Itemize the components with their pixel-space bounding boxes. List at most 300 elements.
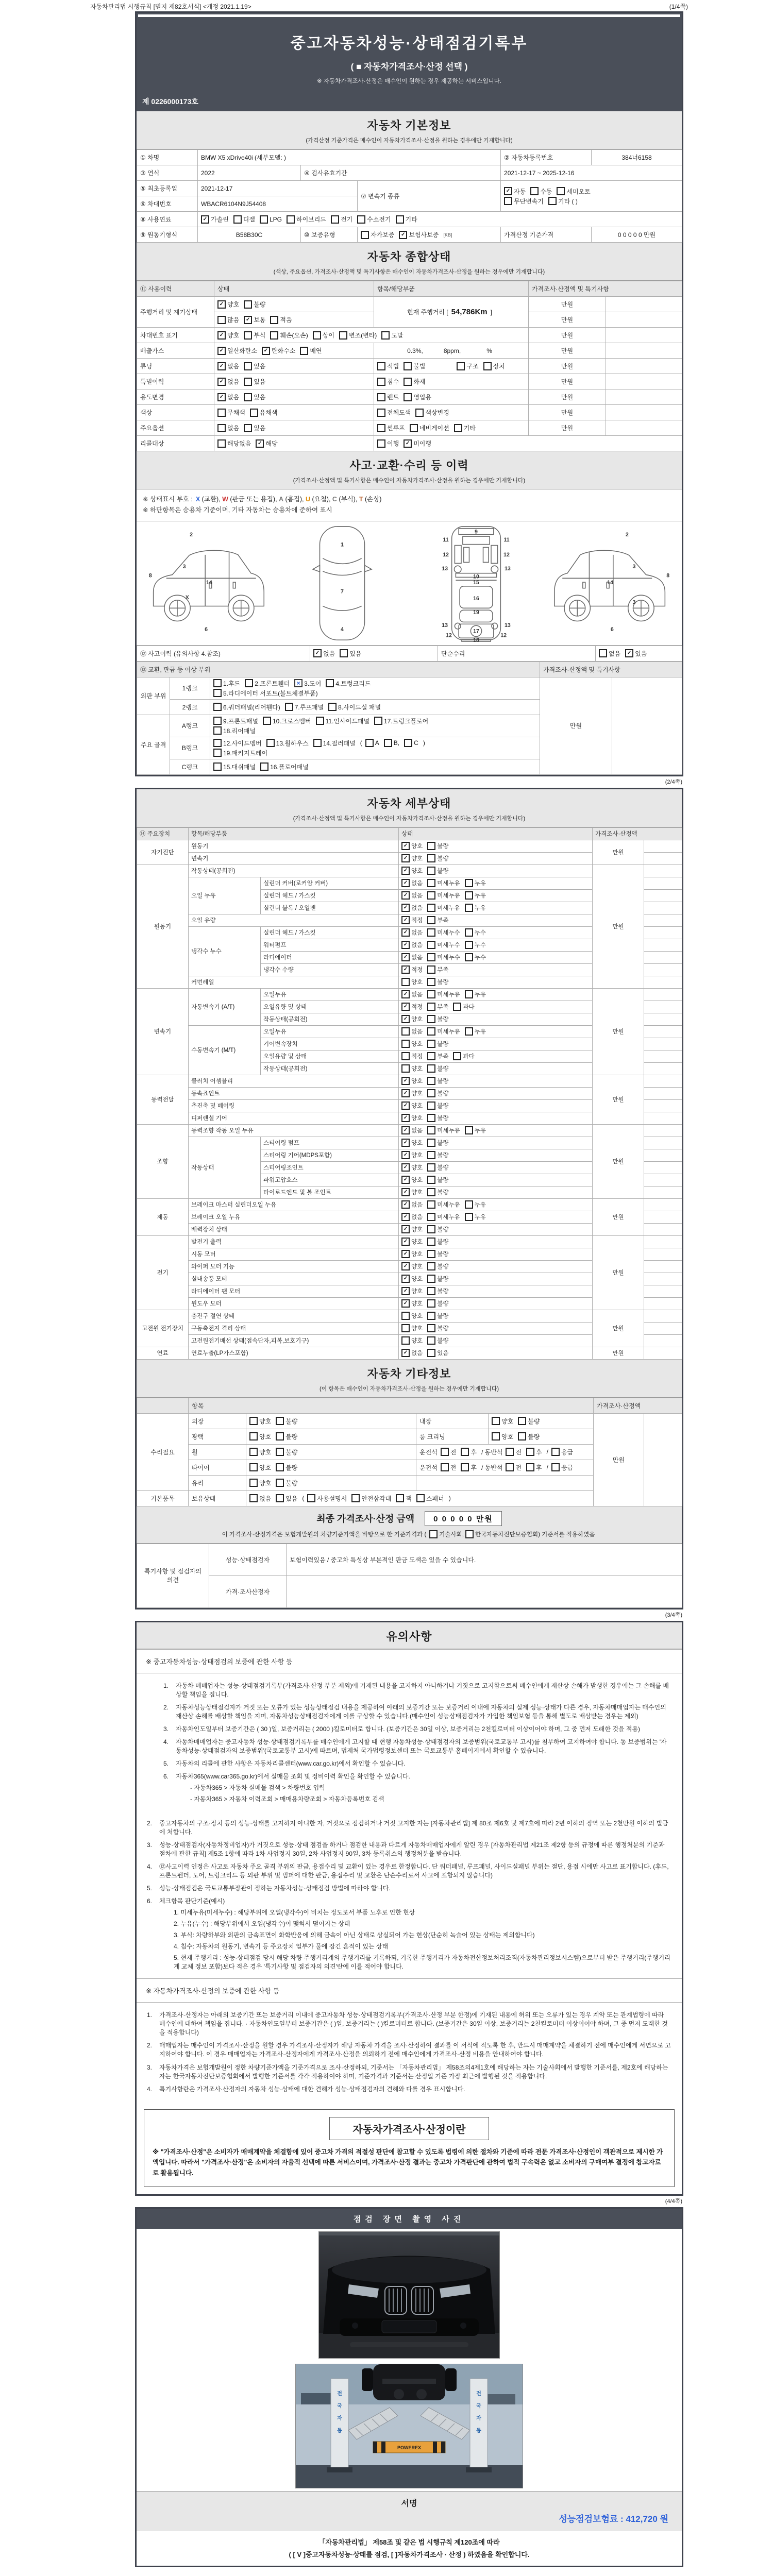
checkbox[interactable]: [427, 1299, 435, 1308]
checkbox-option[interactable]: [625, 649, 647, 658]
checkbox[interactable]: [427, 978, 435, 986]
checkbox-option[interactable]: [244, 377, 265, 386]
checkbox[interactable]: [401, 1225, 410, 1233]
checkbox[interactable]: [401, 854, 410, 862]
checkbox[interactable]: [427, 928, 435, 937]
checkbox[interactable]: [427, 1336, 435, 1345]
checkbox[interactable]: [340, 649, 348, 657]
checkbox-option[interactable]: [427, 1077, 448, 1085]
checkbox[interactable]: [461, 1463, 469, 1471]
checkbox-option[interactable]: [465, 928, 486, 937]
checkbox[interactable]: [427, 1238, 435, 1246]
checkbox[interactable]: [377, 409, 385, 417]
checkbox-option[interactable]: [249, 1479, 271, 1487]
checkbox-option[interactable]: [339, 331, 377, 340]
checkbox-option[interactable]: [404, 362, 425, 370]
checkbox[interactable]: [213, 749, 222, 757]
checkbox[interactable]: [217, 424, 226, 432]
checkbox[interactable]: [401, 1238, 410, 1246]
checkbox[interactable]: [530, 187, 539, 195]
checkbox-option[interactable]: [287, 215, 326, 224]
checkbox-option[interactable]: [270, 331, 308, 340]
checkbox[interactable]: [270, 331, 278, 340]
checkbox[interactable]: [201, 215, 209, 224]
checkbox[interactable]: [276, 1417, 284, 1425]
checkbox-option[interactable]: [526, 1463, 542, 1472]
checkbox-option[interactable]: [427, 1225, 448, 1233]
checkbox-option[interactable]: [492, 1417, 513, 1426]
checkbox[interactable]: [427, 1114, 435, 1122]
checkbox[interactable]: [427, 953, 435, 961]
checkbox-option[interactable]: [427, 928, 460, 937]
checkbox[interactable]: [401, 891, 410, 900]
checkbox[interactable]: [401, 978, 410, 986]
checkbox-option[interactable]: [427, 1262, 448, 1270]
checkbox[interactable]: [217, 362, 226, 370]
checkbox-option[interactable]: [404, 439, 431, 448]
checkbox-option[interactable]: [266, 739, 309, 748]
checkbox-option[interactable]: [263, 717, 311, 725]
checkbox[interactable]: [377, 378, 385, 386]
checkbox-option[interactable]: [401, 953, 423, 961]
checkbox[interactable]: [427, 1027, 435, 1036]
checkbox[interactable]: [401, 1188, 410, 1196]
checkbox-option[interactable]: [233, 215, 255, 224]
checkbox[interactable]: [213, 679, 222, 687]
checkbox[interactable]: [361, 231, 369, 239]
checkbox-option[interactable]: [307, 1494, 347, 1503]
checkbox[interactable]: [249, 1448, 258, 1456]
checkbox-option[interactable]: [340, 649, 361, 658]
checkbox[interactable]: [244, 378, 252, 386]
checkbox[interactable]: [465, 1200, 473, 1209]
checkbox[interactable]: [287, 215, 295, 224]
checkbox[interactable]: [401, 867, 410, 875]
checkbox-option[interactable]: [453, 1003, 474, 1011]
checkbox[interactable]: [401, 1324, 410, 1332]
checkbox[interactable]: [244, 316, 252, 324]
checkbox-option[interactable]: [401, 990, 423, 998]
checkbox-option[interactable]: [401, 916, 423, 924]
checkbox-option[interactable]: [427, 916, 448, 924]
checkbox[interactable]: [401, 990, 410, 998]
checkbox[interactable]: [401, 1262, 410, 1270]
checkbox[interactable]: [465, 904, 473, 912]
checkbox-option[interactable]: [401, 1089, 423, 1097]
checkbox-option[interactable]: [401, 867, 423, 875]
checkbox-option[interactable]: [461, 1448, 477, 1456]
checkbox[interactable]: [551, 1448, 560, 1456]
checkbox[interactable]: [313, 331, 321, 340]
checkbox[interactable]: [526, 1448, 534, 1456]
checkbox-option[interactable]: [526, 1448, 542, 1456]
checkbox[interactable]: [245, 679, 253, 687]
checkbox[interactable]: [427, 1052, 435, 1060]
checkbox[interactable]: [427, 1262, 435, 1270]
checkbox-option[interactable]: [427, 1200, 460, 1209]
checkbox-option[interactable]: [260, 215, 282, 224]
checkbox[interactable]: [401, 1015, 410, 1023]
checkbox[interactable]: [465, 1126, 473, 1134]
checkbox[interactable]: [365, 739, 374, 747]
checkbox[interactable]: [401, 1114, 410, 1122]
checkbox-option[interactable]: [396, 1494, 412, 1503]
checkbox-option[interactable]: [401, 1324, 423, 1332]
checkbox[interactable]: [427, 891, 435, 900]
checkbox[interactable]: [374, 717, 382, 725]
checkbox-option[interactable]: [427, 1089, 448, 1097]
checkbox-option[interactable]: [506, 1463, 522, 1472]
checkbox-option[interactable]: [465, 953, 486, 961]
checkbox-option[interactable]: [401, 842, 423, 850]
checkbox[interactable]: [453, 1052, 461, 1060]
checkbox[interactable]: [260, 215, 268, 224]
checkbox[interactable]: [313, 649, 322, 657]
checkbox-option[interactable]: [401, 928, 423, 937]
checkbox-option[interactable]: [506, 1448, 522, 1456]
checkbox-option[interactable]: [427, 1238, 448, 1246]
checkbox[interactable]: [401, 1163, 410, 1172]
checkbox-option[interactable]: [410, 423, 449, 432]
checkbox[interactable]: [401, 1287, 410, 1295]
checkbox[interactable]: [429, 1530, 438, 1538]
checkbox-option[interactable]: [401, 1176, 423, 1184]
checkbox-option[interactable]: [213, 726, 256, 735]
checkbox[interactable]: [285, 703, 293, 711]
checkbox[interactable]: [217, 409, 226, 417]
checkbox-option[interactable]: [427, 1139, 448, 1147]
checkbox-option[interactable]: [244, 315, 265, 324]
checkbox-option[interactable]: [401, 1200, 423, 1209]
checkbox[interactable]: [213, 703, 222, 711]
checkbox-option[interactable]: [465, 1200, 486, 1209]
checkbox-option[interactable]: [213, 762, 256, 771]
checkbox-option[interactable]: [244, 393, 265, 401]
checkbox-option[interactable]: [504, 197, 544, 206]
checkbox[interactable]: [465, 953, 473, 961]
checkbox[interactable]: [427, 1003, 435, 1011]
checkbox[interactable]: [213, 689, 222, 697]
checkbox[interactable]: [244, 362, 252, 370]
checkbox-option[interactable]: [377, 439, 399, 448]
checkbox-option[interactable]: [377, 393, 399, 401]
checkbox-option[interactable]: [427, 965, 448, 974]
checkbox[interactable]: [427, 842, 435, 850]
checkbox-option[interactable]: [401, 1287, 423, 1295]
checkbox-option[interactable]: [401, 1126, 423, 1134]
checkbox-option[interactable]: [401, 1188, 423, 1196]
checkbox[interactable]: [427, 1312, 435, 1320]
checkbox-option[interactable]: [401, 1213, 423, 1221]
checkbox[interactable]: [506, 1463, 514, 1471]
checkbox-option[interactable]: [361, 230, 394, 239]
checkbox[interactable]: [401, 1003, 410, 1011]
checkbox-option[interactable]: [427, 867, 448, 875]
checkbox-option[interactable]: [244, 423, 265, 432]
checkbox-option[interactable]: [427, 842, 448, 850]
checkbox-option[interactable]: [427, 1287, 448, 1295]
checkbox-option[interactable]: [401, 1225, 423, 1233]
checkbox[interactable]: [427, 1275, 435, 1283]
checkbox-option[interactable]: [401, 1349, 423, 1357]
checkbox-option[interactable]: [427, 891, 460, 900]
checkbox[interactable]: [401, 916, 410, 924]
checkbox-option[interactable]: [427, 879, 460, 887]
checkbox-option[interactable]: [427, 1027, 460, 1036]
checkbox[interactable]: [401, 941, 410, 949]
checkbox-option[interactable]: [276, 1448, 297, 1456]
checkbox-option[interactable]: [217, 423, 239, 432]
checkbox-option[interactable]: [249, 1494, 271, 1503]
checkbox[interactable]: [401, 953, 410, 961]
checkbox-option[interactable]: [441, 1463, 457, 1472]
checkbox[interactable]: [427, 1089, 435, 1097]
checkbox[interactable]: [427, 867, 435, 875]
checkbox-option[interactable]: [217, 439, 251, 448]
checkbox[interactable]: [427, 965, 435, 974]
checkbox[interactable]: [384, 739, 392, 747]
checkbox[interactable]: [213, 717, 222, 725]
checkbox-option[interactable]: [217, 315, 239, 324]
checkbox[interactable]: [401, 1139, 410, 1147]
checkbox-option[interactable]: [427, 1052, 448, 1060]
checkbox-option[interactable]: [313, 739, 356, 748]
checkbox-option[interactable]: [401, 904, 423, 912]
checkbox-option[interactable]: [427, 1336, 448, 1345]
checkbox[interactable]: [401, 1052, 410, 1060]
checkbox-option[interactable]: [401, 941, 423, 949]
checkbox[interactable]: [526, 1463, 534, 1471]
checkbox[interactable]: [401, 1077, 410, 1085]
checkbox-option[interactable]: [401, 1163, 423, 1172]
checkbox[interactable]: [217, 439, 226, 448]
checkbox-option[interactable]: [427, 1349, 448, 1357]
checkbox[interactable]: [427, 1151, 435, 1159]
checkbox-option[interactable]: [427, 1151, 448, 1159]
checkbox-option[interactable]: [401, 1003, 423, 1011]
checkbox-option[interactable]: [404, 739, 418, 747]
checkbox[interactable]: [377, 439, 385, 448]
checkbox-option[interactable]: [276, 1432, 297, 1441]
checkbox-option[interactable]: [427, 1312, 448, 1320]
checkbox-option[interactable]: [427, 904, 460, 912]
checkbox-option[interactable]: [313, 649, 335, 658]
checkbox-option[interactable]: [429, 1530, 464, 1538]
checkbox-option[interactable]: [328, 703, 381, 711]
checkbox-option[interactable]: [276, 1417, 297, 1426]
checkbox[interactable]: [276, 1432, 284, 1440]
checkbox[interactable]: [427, 1101, 435, 1110]
checkbox-option[interactable]: [492, 1432, 513, 1441]
checkbox-option[interactable]: [530, 187, 552, 196]
checkbox-option[interactable]: [465, 1027, 486, 1036]
checkbox[interactable]: [457, 362, 465, 370]
checkbox-option[interactable]: [249, 1417, 271, 1426]
checkbox[interactable]: [401, 965, 410, 974]
checkbox[interactable]: [249, 1463, 258, 1471]
checkbox[interactable]: [217, 316, 226, 324]
checkbox[interactable]: [416, 1494, 425, 1502]
checkbox-option[interactable]: [365, 739, 379, 747]
checkbox-option[interactable]: [465, 990, 486, 998]
checkbox[interactable]: [313, 739, 322, 747]
checkbox[interactable]: [276, 1448, 284, 1456]
checkbox-option[interactable]: [427, 941, 460, 949]
checkbox-option[interactable]: [427, 1126, 460, 1134]
checkbox[interactable]: [307, 1494, 315, 1502]
checkbox[interactable]: [492, 1432, 500, 1440]
checkbox-option[interactable]: [416, 1494, 444, 1503]
checkbox-option[interactable]: [518, 1432, 540, 1441]
checkbox-option[interactable]: [213, 703, 280, 711]
checkbox[interactable]: [427, 1126, 435, 1134]
checkbox-option[interactable]: [453, 1052, 474, 1060]
checkbox-option[interactable]: [427, 1040, 448, 1048]
checkbox-option[interactable]: [213, 679, 240, 688]
checkbox-option[interactable]: [217, 377, 239, 386]
checkbox[interactable]: [249, 1432, 258, 1440]
checkbox-option[interactable]: [285, 703, 324, 711]
checkbox[interactable]: [244, 424, 252, 432]
checkbox-option[interactable]: [427, 1114, 448, 1122]
checkbox-option[interactable]: [217, 331, 239, 340]
checkbox-option[interactable]: [427, 1213, 460, 1221]
checkbox[interactable]: [504, 187, 512, 195]
checkbox-option[interactable]: [427, 854, 448, 862]
checkbox-option[interactable]: [401, 1139, 423, 1147]
checkbox[interactable]: [427, 1163, 435, 1172]
checkbox[interactable]: [453, 1003, 461, 1011]
checkbox[interactable]: [244, 331, 252, 340]
checkbox[interactable]: [399, 231, 407, 239]
checkbox[interactable]: [465, 941, 473, 949]
checkbox-option[interactable]: [404, 393, 431, 401]
checkbox-option[interactable]: [357, 215, 391, 224]
checkbox[interactable]: [404, 393, 412, 401]
checkbox[interactable]: [551, 1463, 560, 1471]
checkbox[interactable]: [294, 679, 303, 687]
checkbox[interactable]: [504, 197, 512, 205]
checkbox[interactable]: [351, 1494, 360, 1502]
checkbox-option[interactable]: [518, 1417, 540, 1426]
checkbox[interactable]: [401, 1200, 410, 1209]
checkbox-option[interactable]: [465, 904, 486, 912]
checkbox[interactable]: [454, 424, 462, 432]
checkbox[interactable]: [427, 916, 435, 924]
checkbox[interactable]: [427, 1349, 435, 1357]
checkbox[interactable]: [260, 762, 268, 771]
checkbox-option[interactable]: [276, 1463, 297, 1472]
checkbox[interactable]: [328, 703, 337, 711]
checkbox-option[interactable]: [599, 649, 620, 658]
checkbox[interactable]: [401, 1126, 410, 1134]
checkbox[interactable]: [263, 717, 271, 725]
checkbox-option[interactable]: [427, 1324, 448, 1332]
checkbox[interactable]: [427, 879, 435, 887]
checkbox-option[interactable]: [401, 1275, 423, 1283]
checkbox-option[interactable]: [262, 346, 295, 355]
checkbox-option[interactable]: [401, 1299, 423, 1308]
checkbox-option[interactable]: [256, 439, 277, 448]
checkbox[interactable]: [465, 1027, 473, 1036]
checkbox[interactable]: [357, 215, 365, 224]
checkbox[interactable]: [276, 1479, 284, 1487]
checkbox[interactable]: [427, 1213, 435, 1221]
checkbox-option[interactable]: [351, 1494, 391, 1503]
checkbox-option[interactable]: [401, 1312, 423, 1320]
checkbox-option[interactable]: [548, 197, 578, 206]
checkbox[interactable]: [404, 362, 412, 370]
checkbox[interactable]: [276, 1494, 284, 1502]
checkbox[interactable]: [316, 717, 324, 725]
checkbox[interactable]: [401, 1064, 410, 1073]
checkbox-option[interactable]: [401, 1151, 423, 1159]
checkbox-option[interactable]: [399, 230, 439, 239]
checkbox[interactable]: [244, 300, 252, 309]
checkbox-option[interactable]: [245, 679, 290, 688]
checkbox[interactable]: [377, 393, 385, 401]
checkbox[interactable]: [465, 879, 473, 887]
checkbox[interactable]: [266, 739, 275, 747]
checkbox[interactable]: [518, 1417, 526, 1425]
checkbox-option[interactable]: [401, 854, 423, 862]
checkbox-option[interactable]: [465, 879, 486, 887]
checkbox[interactable]: [233, 215, 242, 224]
checkbox-option[interactable]: [401, 1114, 423, 1122]
checkbox[interactable]: [404, 378, 412, 386]
checkbox[interactable]: [270, 316, 278, 324]
checkbox[interactable]: [404, 739, 412, 747]
checkbox-option[interactable]: [396, 215, 417, 224]
checkbox-option[interactable]: [300, 346, 322, 355]
checkbox-option[interactable]: [316, 717, 369, 725]
checkbox-option[interactable]: [217, 393, 239, 401]
checkbox-option[interactable]: [427, 1188, 448, 1196]
checkbox-option[interactable]: [377, 408, 411, 417]
checkbox[interactable]: [401, 1027, 410, 1036]
checkbox-option[interactable]: [401, 1238, 423, 1246]
checkbox-option[interactable]: [249, 1432, 271, 1441]
checkbox[interactable]: [396, 215, 404, 224]
checkbox-option[interactable]: [551, 1463, 573, 1472]
checkbox[interactable]: [217, 393, 226, 401]
checkbox[interactable]: [213, 726, 222, 735]
checkbox-option[interactable]: [294, 679, 321, 688]
checkbox[interactable]: [249, 1479, 258, 1487]
checkbox[interactable]: [401, 1336, 410, 1345]
checkbox-option[interactable]: [401, 879, 423, 887]
checkbox-option[interactable]: [551, 1448, 573, 1456]
checkbox-option[interactable]: [454, 423, 476, 432]
checkbox[interactable]: [331, 215, 339, 224]
checkbox-option[interactable]: [401, 891, 423, 900]
checkbox-option[interactable]: [557, 187, 590, 196]
checkbox-option[interactable]: [384, 739, 399, 747]
checkbox-option[interactable]: [326, 679, 371, 688]
checkbox-option[interactable]: [401, 965, 423, 974]
checkbox-option[interactable]: [404, 377, 425, 386]
checkbox-option[interactable]: [427, 1003, 448, 1011]
checkbox-option[interactable]: [427, 1299, 448, 1308]
checkbox[interactable]: [465, 928, 473, 937]
checkbox[interactable]: [427, 904, 435, 912]
checkbox-option[interactable]: [401, 1077, 423, 1085]
checkbox[interactable]: [401, 1250, 410, 1258]
checkbox[interactable]: [401, 1176, 410, 1184]
checkbox-option[interactable]: [201, 215, 229, 224]
checkbox[interactable]: [483, 362, 492, 370]
checkbox-option[interactable]: [217, 408, 245, 417]
